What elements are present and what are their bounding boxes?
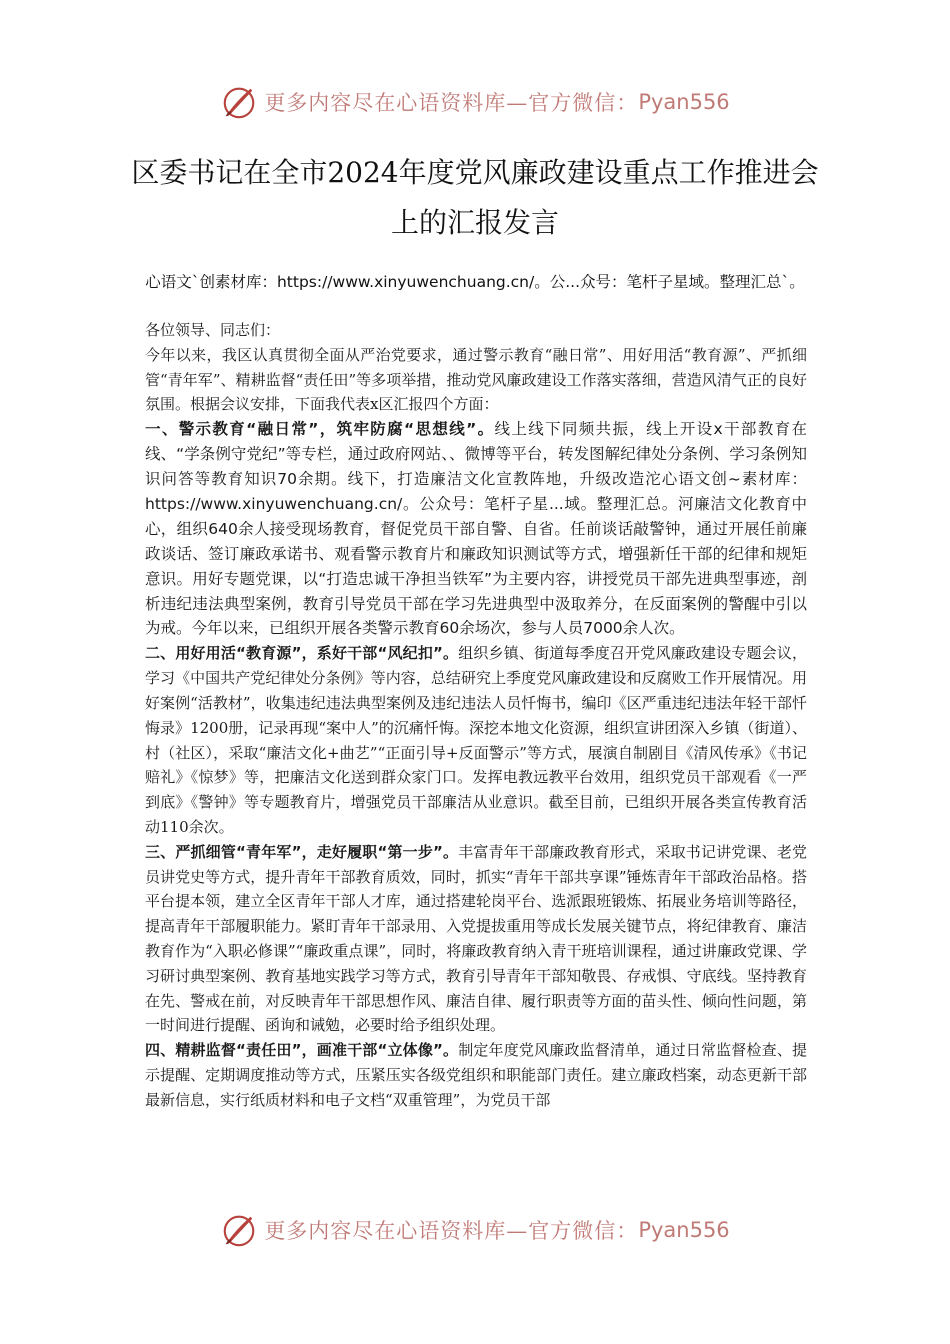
section-2 xyxy=(145,641,807,839)
page-title: 区委书记在全市2024年度党风廉政建设重点工作推进会上的汇报发言 xyxy=(131,156,819,239)
section-1-body: 线上线下同频共振，线上开设x干部教育在线、“学条例守党纪”等专栏，通过政府网站、、微博等平台，转发图解纪律处分条例、学习条例知识问答等教育知识70余期。线下，打造廉洁文化宣教阵地，升级改造沱心语文创~素材库：https://www.xinyuwenchuang.cn/。公众号：笔杆子星...域。整理汇总。河廉洁文化教育中心，组织640余人接受现场教育，督促党员干部自警、自省。任前谈话敲警钟，通过开展任前廉政谈话、签订廉政承诺书、观看警示教育片和廉政知识测试等方式，增强新任干部的纪律和规矩意识。用好专题党课，以“打造忠诚干净担当铁军”为主要内容，讲授党员干部先进典型事迹，剖析违纪违法典型案例，教育引导党员干部在学习先进典型中汲取养分，在反面案例的警醒中引以为戒。今年以来，已组织开展各类警示教育60余场次，参与人员7000余人次。 xyxy=(145,420,807,638)
section-1-heading: 一、警示教育“融日常”，筑牢防腐“思想线”。 xyxy=(145,420,495,439)
banner-wechat-id: Pyan556 xyxy=(638,90,730,114)
watermark-banner-top xyxy=(0,80,950,124)
section-4 xyxy=(145,1038,807,1112)
source-note: 心语文`创素材库：https://www.xinyuwenchuang.cn/。公...众号：笔杆子星域。整理汇总`。 xyxy=(145,273,805,291)
section-3-heading: 三、严抓细管“青年军”，走好履职“第一步”。 xyxy=(145,842,459,861)
section-3 xyxy=(145,840,807,1038)
pen-brush-logo-icon xyxy=(220,1211,258,1249)
pen-brush-logo-icon xyxy=(220,83,258,121)
section-2-heading: 二、用好用活“教育源”，系好干部“风纪扣”。 xyxy=(145,644,459,663)
section-4-heading: 四、精耕监督“责任田”，画准干部“立体像”。 xyxy=(145,1041,459,1060)
section-4-body: 制定年度党风廉政监督清单，通过日常监督检查、提示提醒、定期调度推动等方式，压紧压实各级党组织和职能部门责任。建立廉政档案，动态更新干部最新信息，实行纸质材料和电子文档“双重管理”，为党员干部 xyxy=(145,1041,807,1109)
banner-text: 更多内容尽在心语资料库—官方微信： xyxy=(264,1219,639,1243)
section-2-body: 组织乡镇、街道每季度召开党风廉政建设专题会议，学习《中国共产党纪律处分条例》等内容，总结研究上季度党风廉政建设和反腐败工作开展情况。用好案例“活教材”，收集违纪违法典型案例及违纪违法人员忏悔书，编印《区严重违纪违法年轻干部忏悔录》1200册，记录再现“案中人”的沉痛忏悔。深挖本地文化资源，组织宣讲团深入乡镇（街道）、村（社区），采取“廉洁文化+曲艺”“正面引导+反面警示”等方式，展演自制剧目《清风传承》《书记赔礼》《惊梦》等，把廉洁文化送到群众家门口。发挥电教远教平台效用，组织党员干部观看《一严到底》《警钟》等专题教育片，增强党员干部廉洁从业意识。截至目前，已组织开展各类宣传教育活动110余次。 xyxy=(145,644,807,836)
watermark-banner-bottom xyxy=(0,1208,950,1252)
section-1 xyxy=(145,417,807,641)
banner-wechat-id: Pyan556 xyxy=(638,1218,730,1242)
section-3-body: 丰富青年干部廉政教育形式，采取书记讲党课、老党员讲党史等方式，提升青年干部教育质效，同时，抓实“青年干部共享课”锤炼青年干部政治品格。搭平台提本领，建立全区青年干部人才库，通过搭建轮岗平台、选派跟班锻炼、拓展业务培训等路径，提高青年干部履职能力。紧盯青年干部录用、入党提拔重用等成长发展关键节点，将纪律教育、廉洁教育作为“入职必修课”“廉政重点课”，同时，将廉政教育纳入青干班培训课程，通过讲廉政党课、学习研讨典型案例、教育基地实践学习等方式，教育引导青年干部知敬畏、存戒惧、守底线。坚持教育在先、警戒在前，对反映青年干部思想作风、廉洁自律、履行职责等方面的苗头性、倾向性问题，第一时间进行提醒、函询和诫勉，必要时给予组织处理。 xyxy=(145,842,807,1035)
banner-text: 更多内容尽在心语资料库—官方微信： xyxy=(264,91,639,115)
document-body xyxy=(145,318,807,1112)
intro-paragraph: 今年以来，我区认真贯彻全面从严治党要求，通过警示教育“融日常”、用好用活“教育源”、严抓细管“青年军”、精耕监督“责任田”等多项举措，推动党风廉政建设工作落实落细，营造风清气正的良好氛围。根据会议安排，下面我代表x区汇报四个方面： xyxy=(145,345,807,414)
salutation: 各位领导、同志们： xyxy=(145,321,281,339)
